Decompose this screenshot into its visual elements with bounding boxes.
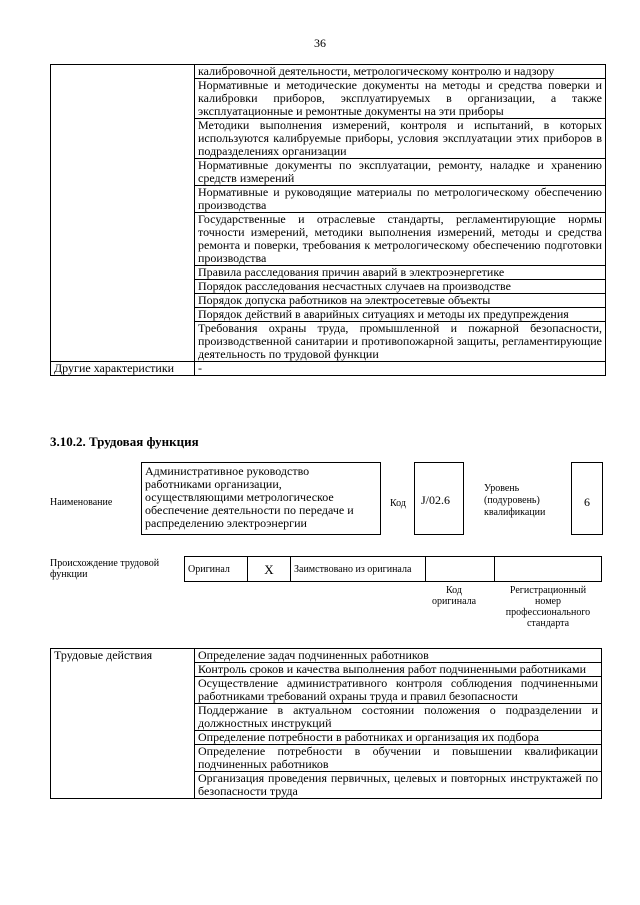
level-label: Уровень (подуровень) квалификации [484, 483, 546, 518]
other-characteristics-label: Другие характеристики [51, 362, 195, 376]
actions-label: Трудовые действия [51, 649, 195, 799]
table-cell: Поддержание в актуальном состоянии положения о подразделении и должностных инструкций [195, 704, 602, 731]
table-cell: Порядок расследования несчастных случаев на производстве [195, 280, 606, 294]
code-caption: Код оригинала [431, 585, 477, 607]
code-label: Код [390, 498, 406, 509]
table-cell: калибровочной деятельности, метрологическому контролю и надзору [195, 65, 606, 79]
table-cell: Порядок допуска работников на электросетевые объекты [195, 294, 606, 308]
page-number: 36 [314, 36, 326, 50]
code-box: J/02.6 [414, 462, 464, 535]
table-cell: Определение потребности в обучении и повышении квалификации подчиненных работников [195, 745, 602, 772]
borrowed-label: Заимствовано из оригинала [291, 557, 426, 582]
name-label: Наименование [50, 497, 113, 508]
table-cell: Требования охраны труда, промышленной и пожарной безопасности, производственной санитарии и противопожарной защиты, регламентирующие деятельность по трудовой функции [195, 322, 606, 362]
reg-caption: Регистрационный номер профессионального стандарта [505, 585, 591, 629]
table-cell: Правила расследования причин аварий в электроэнергетике [195, 266, 606, 280]
table-cell: Определение потребности в работниках и организация их подбора [195, 731, 602, 745]
table-cell: Нормативные и методические документы на методы и средства поверки и калибровки приборов, эксплуатируемых в организации, а также эксплуатационные и ремонтные документы на эти приборы [195, 79, 606, 119]
section-title: 3.10.2. Трудовая функция [50, 434, 199, 449]
other-characteristics-value: - [195, 362, 606, 376]
table-cell: Определение задач подчиненных работников [195, 649, 602, 663]
table-cell: Контроль сроков и качества выполнения работ подчиненными работниками [195, 663, 602, 677]
table-cell: Нормативные документы по эксплуатации, ремонту, наладке и хранению средств измерений [195, 159, 606, 186]
table-row [51, 65, 606, 79]
original-label: Оригинал [185, 557, 248, 582]
level-box: 6 [571, 462, 603, 535]
original-code-cell [426, 557, 495, 582]
function-name-box: Административное руководство работниками организации, осуществляющими метрологическое обеспечение деятельности по передаче и распределению электроэнергии [141, 462, 381, 535]
table-cell: Организация проведения первичных, целевых и повторных инструктажей по безопасности труда [195, 772, 602, 799]
table-cell: Порядок действий в аварийных ситуациях и методы их предупреждения [195, 308, 606, 322]
table-row [185, 557, 602, 582]
table-row [51, 362, 606, 376]
origin-label: Происхождение трудовой функции [50, 558, 160, 580]
table-cell: Осуществление административного контроля соблюдения подчиненными работниками требований охраны труда и правил безопасности [195, 677, 602, 704]
original-mark: X [248, 557, 291, 582]
table-cell: Государственные и отраслевые стандарты, регламентирующие нормы точности измерений, методики выполнения измерений, методы и средства ремонта и поверки, требования к метрологическому обеспечению подготовки производства [195, 213, 606, 266]
table-row [51, 649, 602, 663]
table-cell: Методики выполнения измерений, контроля и испытаний, в которых используются калибруемые приборы, условия эксплуатации этих приборов в подразделениях организации [195, 119, 606, 159]
table-cell: Нормативные и руководящие материалы по метрологическому обеспечению производства [195, 186, 606, 213]
origin-table [184, 556, 602, 582]
reg-number-cell [495, 557, 602, 582]
knowledge-table [50, 64, 606, 376]
actions-table [50, 648, 602, 799]
